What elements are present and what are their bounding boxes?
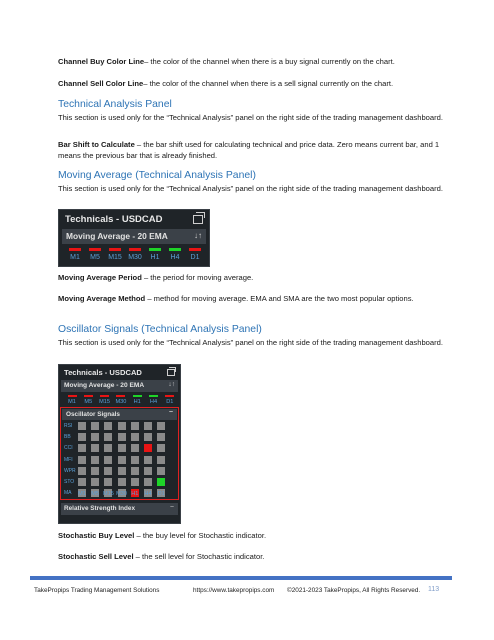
technicals-panel-screenshot <box>58 209 210 267</box>
oscillator-cell-mfi-h1 <box>131 456 139 464</box>
oscillator-cell-wpr-h4 <box>144 467 152 475</box>
timeframe-labels-small <box>64 399 178 407</box>
rsi-title: Relative Strength Index <box>64 505 136 512</box>
oscillator-cell-bb-h1 <box>131 433 139 441</box>
term-stoch-sell: Stochastic Sell Level <box>58 552 134 561</box>
desc-ma-period: – the period for moving average. <box>141 273 254 282</box>
oscillator-cell-sto-m1 <box>78 478 86 486</box>
paragraph-tap-desc: This section is used only for the “Technical Analysis” panel on the right side of the trading management dashboard. <box>58 113 443 122</box>
term-bar-shift: Bar Shift to Calculate <box>58 140 135 149</box>
oscillator-cell-rsi-h4 <box>144 422 152 430</box>
ma-signal-h4 <box>169 248 181 251</box>
oscillator-cell-wpr-h1 <box>131 467 139 475</box>
oscillator-cell-bb-m15 <box>104 433 112 441</box>
oscillator-cell-sto-m5 <box>91 478 99 486</box>
small-timeframe-h1: H1 <box>133 399 141 405</box>
rsi-header <box>61 503 178 515</box>
oscillator-cell-mfi-m1 <box>78 456 86 464</box>
oscillator-cell-sto-d1 <box>157 478 165 486</box>
oscillator-cell-cci-h1 <box>131 444 139 452</box>
osc-timeframe-m15: M15 <box>102 491 114 497</box>
desc-stoch-sell: – the sell level for Stochastic indicator. <box>133 552 265 561</box>
small-timeframe-h4: H4 <box>149 399 158 405</box>
rsi-collapse-icon: − <box>169 504 174 511</box>
sort-icon-small: ↓↑ <box>168 381 175 388</box>
oscillator-cell-sto-h1 <box>131 478 139 486</box>
oscillator-cell-mfi-m15 <box>104 456 112 464</box>
oscillator-cell-mfi-m5 <box>91 456 99 464</box>
ma-signal-m5 <box>89 248 101 251</box>
paragraph-ma-period <box>58 272 444 283</box>
oscillator-label-bb: BB <box>64 434 71 441</box>
heading-oscillator: Oscillator Signals (Technical Analysis Panel) <box>58 324 262 335</box>
oscillator-label-sto: STO <box>64 479 75 485</box>
oscillator-cell-rsi-m15 <box>104 422 112 430</box>
desc-ma-method: – method for moving average. EMA and SMA are the two most popular options. <box>145 294 414 303</box>
ma-signal-bars-small <box>64 395 178 397</box>
term-ma-period: Moving Average Period <box>58 273 142 282</box>
osc-timeframe-d1: D1 <box>157 491 165 497</box>
oscillator-cell-rsi-d1 <box>157 422 165 430</box>
page-number: 113 <box>428 586 440 593</box>
oscillator-cell-wpr-m1 <box>78 467 86 475</box>
small-timeframe-d1: D1 <box>166 399 174 405</box>
window-icon-small <box>167 369 175 376</box>
paragraph-buy-color <box>58 56 444 67</box>
osc-timeframe-m5: M5 <box>91 491 100 497</box>
oscillator-label-rsi: RSI <box>64 423 73 429</box>
timeframe-m5: M5 <box>90 254 100 261</box>
heading-technical-analysis: Technical Analysis Panel <box>58 99 172 110</box>
timeframe-m30: M30 <box>128 254 142 261</box>
term-stoch-buy: Stochastic Buy Level <box>58 531 135 540</box>
footer-copyright: ©2021-2023 TakePropips, All Rights Reserved. <box>287 587 421 594</box>
small-timeframe-m1: M1 <box>68 399 76 405</box>
oscillator-cell-rsi-m5 <box>91 422 99 430</box>
small-ma-signal-h4 <box>149 395 158 397</box>
oscillator-cell-mfi-h4 <box>144 456 152 464</box>
panel-title: Technicals - USDCAD <box>65 214 163 225</box>
small-ma-signal-m30 <box>116 395 125 397</box>
small-timeframe-m15: M15 <box>99 399 111 405</box>
oscillator-cell-rsi-m30 <box>118 422 126 430</box>
footer-company: TakePropips Trading Management Solutions <box>34 587 160 594</box>
desc-sell-color: – the color of the channel when there is a sell signal currently on the chart. <box>143 79 394 88</box>
moving-average-header <box>62 229 206 244</box>
osc-timeframe-m1: M1 <box>78 491 86 497</box>
oscillator-cell-rsi-h1 <box>131 422 139 430</box>
ma-signal-m30 <box>129 248 141 251</box>
oscillator-cell-wpr-d1 <box>157 467 165 475</box>
window-icon <box>193 215 203 224</box>
heading-moving-average: Moving Average (Technical Analysis Panel) <box>58 170 256 181</box>
paragraph-ma-desc: This section is used only for the “Technical Analysis” panel on the right side of the trading management dashboard. <box>58 184 443 193</box>
footer-url[interactable]: https://www.takepropips.com <box>193 587 275 594</box>
term-buy-color: Channel Buy Color Line <box>58 57 145 66</box>
oscillator-cell-sto-h4 <box>144 478 152 486</box>
oscillator-cell-cci-d1 <box>157 444 165 452</box>
osc-timeframe-m30: M30 <box>116 491 128 497</box>
oscillator-cell-cci-h4 <box>144 444 152 452</box>
desc-stoch-buy: – the buy level for Stochastic indicator. <box>134 531 267 540</box>
collapse-icon: − <box>168 409 173 416</box>
oscillator-cell-cci-m30 <box>118 444 126 452</box>
oscillator-label-ma: MA <box>64 490 72 497</box>
oscillator-label-wpr: WPR <box>64 467 76 474</box>
timeframe-h1: H1 <box>150 254 160 261</box>
timeframe-h4: H4 <box>170 254 180 261</box>
oscillator-panel-screenshot <box>58 364 181 524</box>
oscillator-cell-wpr-m5 <box>91 467 99 475</box>
timeframe-m15: M15 <box>108 254 122 261</box>
oscillator-cell-bb-h4 <box>144 433 152 441</box>
paragraph-bar-shift <box>58 139 444 161</box>
small-timeframe-m5: M5 <box>84 399 93 405</box>
oscillator-cell-mfi-m30 <box>118 456 126 464</box>
small-ma-signal-h1 <box>133 395 142 397</box>
sort-icon: ↓↑ <box>194 231 202 240</box>
small-ma-signal-m15 <box>100 395 109 397</box>
ma-signal-d1 <box>189 248 201 251</box>
term-sell-color: Channel Sell Color Line <box>58 79 144 88</box>
oscillator-cell-wpr-m15 <box>104 467 112 475</box>
oscillator-cell-cci-m5 <box>91 444 99 452</box>
oscillator-label-mfi: MFI <box>64 456 73 463</box>
ma-signal-h1 <box>149 248 161 251</box>
small-ma-signal-m1 <box>68 395 77 397</box>
moving-average-title-small: Moving Average - 20 EMA <box>64 382 145 389</box>
oscillator-cell-bb-d1 <box>157 433 165 441</box>
timeframe-labels <box>65 254 205 264</box>
moving-average-title: Moving Average - 20 EMA <box>66 231 168 241</box>
paragraph-sell-color <box>58 78 444 89</box>
oscillator-cell-wpr-m30 <box>118 467 126 475</box>
oscillator-cell-rsi-m1 <box>78 422 86 430</box>
timeframe-m1: M1 <box>70 254 80 261</box>
paragraph-stoch-sell <box>58 551 444 562</box>
ma-signal-bars <box>65 248 205 251</box>
timeframe-d1: D1 <box>190 254 200 261</box>
small-ma-signal-m5 <box>84 395 93 397</box>
paragraph-ma-method <box>58 293 444 304</box>
oscillator-label-cci: CCI <box>64 445 73 452</box>
oscillator-cell-cci-m1 <box>78 444 86 452</box>
osc-timeframe-h1: H1 <box>131 491 139 497</box>
oscillator-header <box>62 409 177 420</box>
desc-buy-color: – the color of the channel when there is a buy signal currently on the chart. <box>144 57 395 66</box>
desc-bar-shift: – the bar shift used for calculating technical and price data. Zero means current bar, and 1 means the previous bar that is already finished. <box>58 140 440 160</box>
small-timeframe-m30: M30 <box>115 399 127 405</box>
osc-timeframe-h4: H4 <box>144 491 152 497</box>
ma-signal-m1 <box>69 248 81 251</box>
paragraph-stoch-buy <box>58 530 444 541</box>
oscillator-cell-sto-m15 <box>104 478 112 486</box>
oscillator-title: Oscillator Signals <box>66 411 120 418</box>
moving-average-header-small <box>61 380 178 392</box>
term-ma-method: Moving Average Method <box>58 294 146 303</box>
oscillator-cell-bb-m30 <box>118 433 126 441</box>
panel-title-small: Technicals - USDCAD <box>64 368 142 377</box>
oscillator-cell-bb-m5 <box>91 433 99 441</box>
oscillator-cell-mfi-d1 <box>157 456 165 464</box>
oscillator-signals-highlight <box>60 407 179 500</box>
oscillator-cell-bb-m1 <box>78 433 86 441</box>
footer-rule <box>30 576 452 580</box>
oscillator-cell-cci-m15 <box>104 444 112 452</box>
small-ma-signal-d1 <box>165 395 174 397</box>
ma-signal-m15 <box>109 248 121 251</box>
paragraph-osc-desc: This section is used only for the “Technical Analysis” panel on the right side of the trading management dashboard. <box>58 338 443 347</box>
oscillator-cell-sto-m30 <box>118 478 126 486</box>
